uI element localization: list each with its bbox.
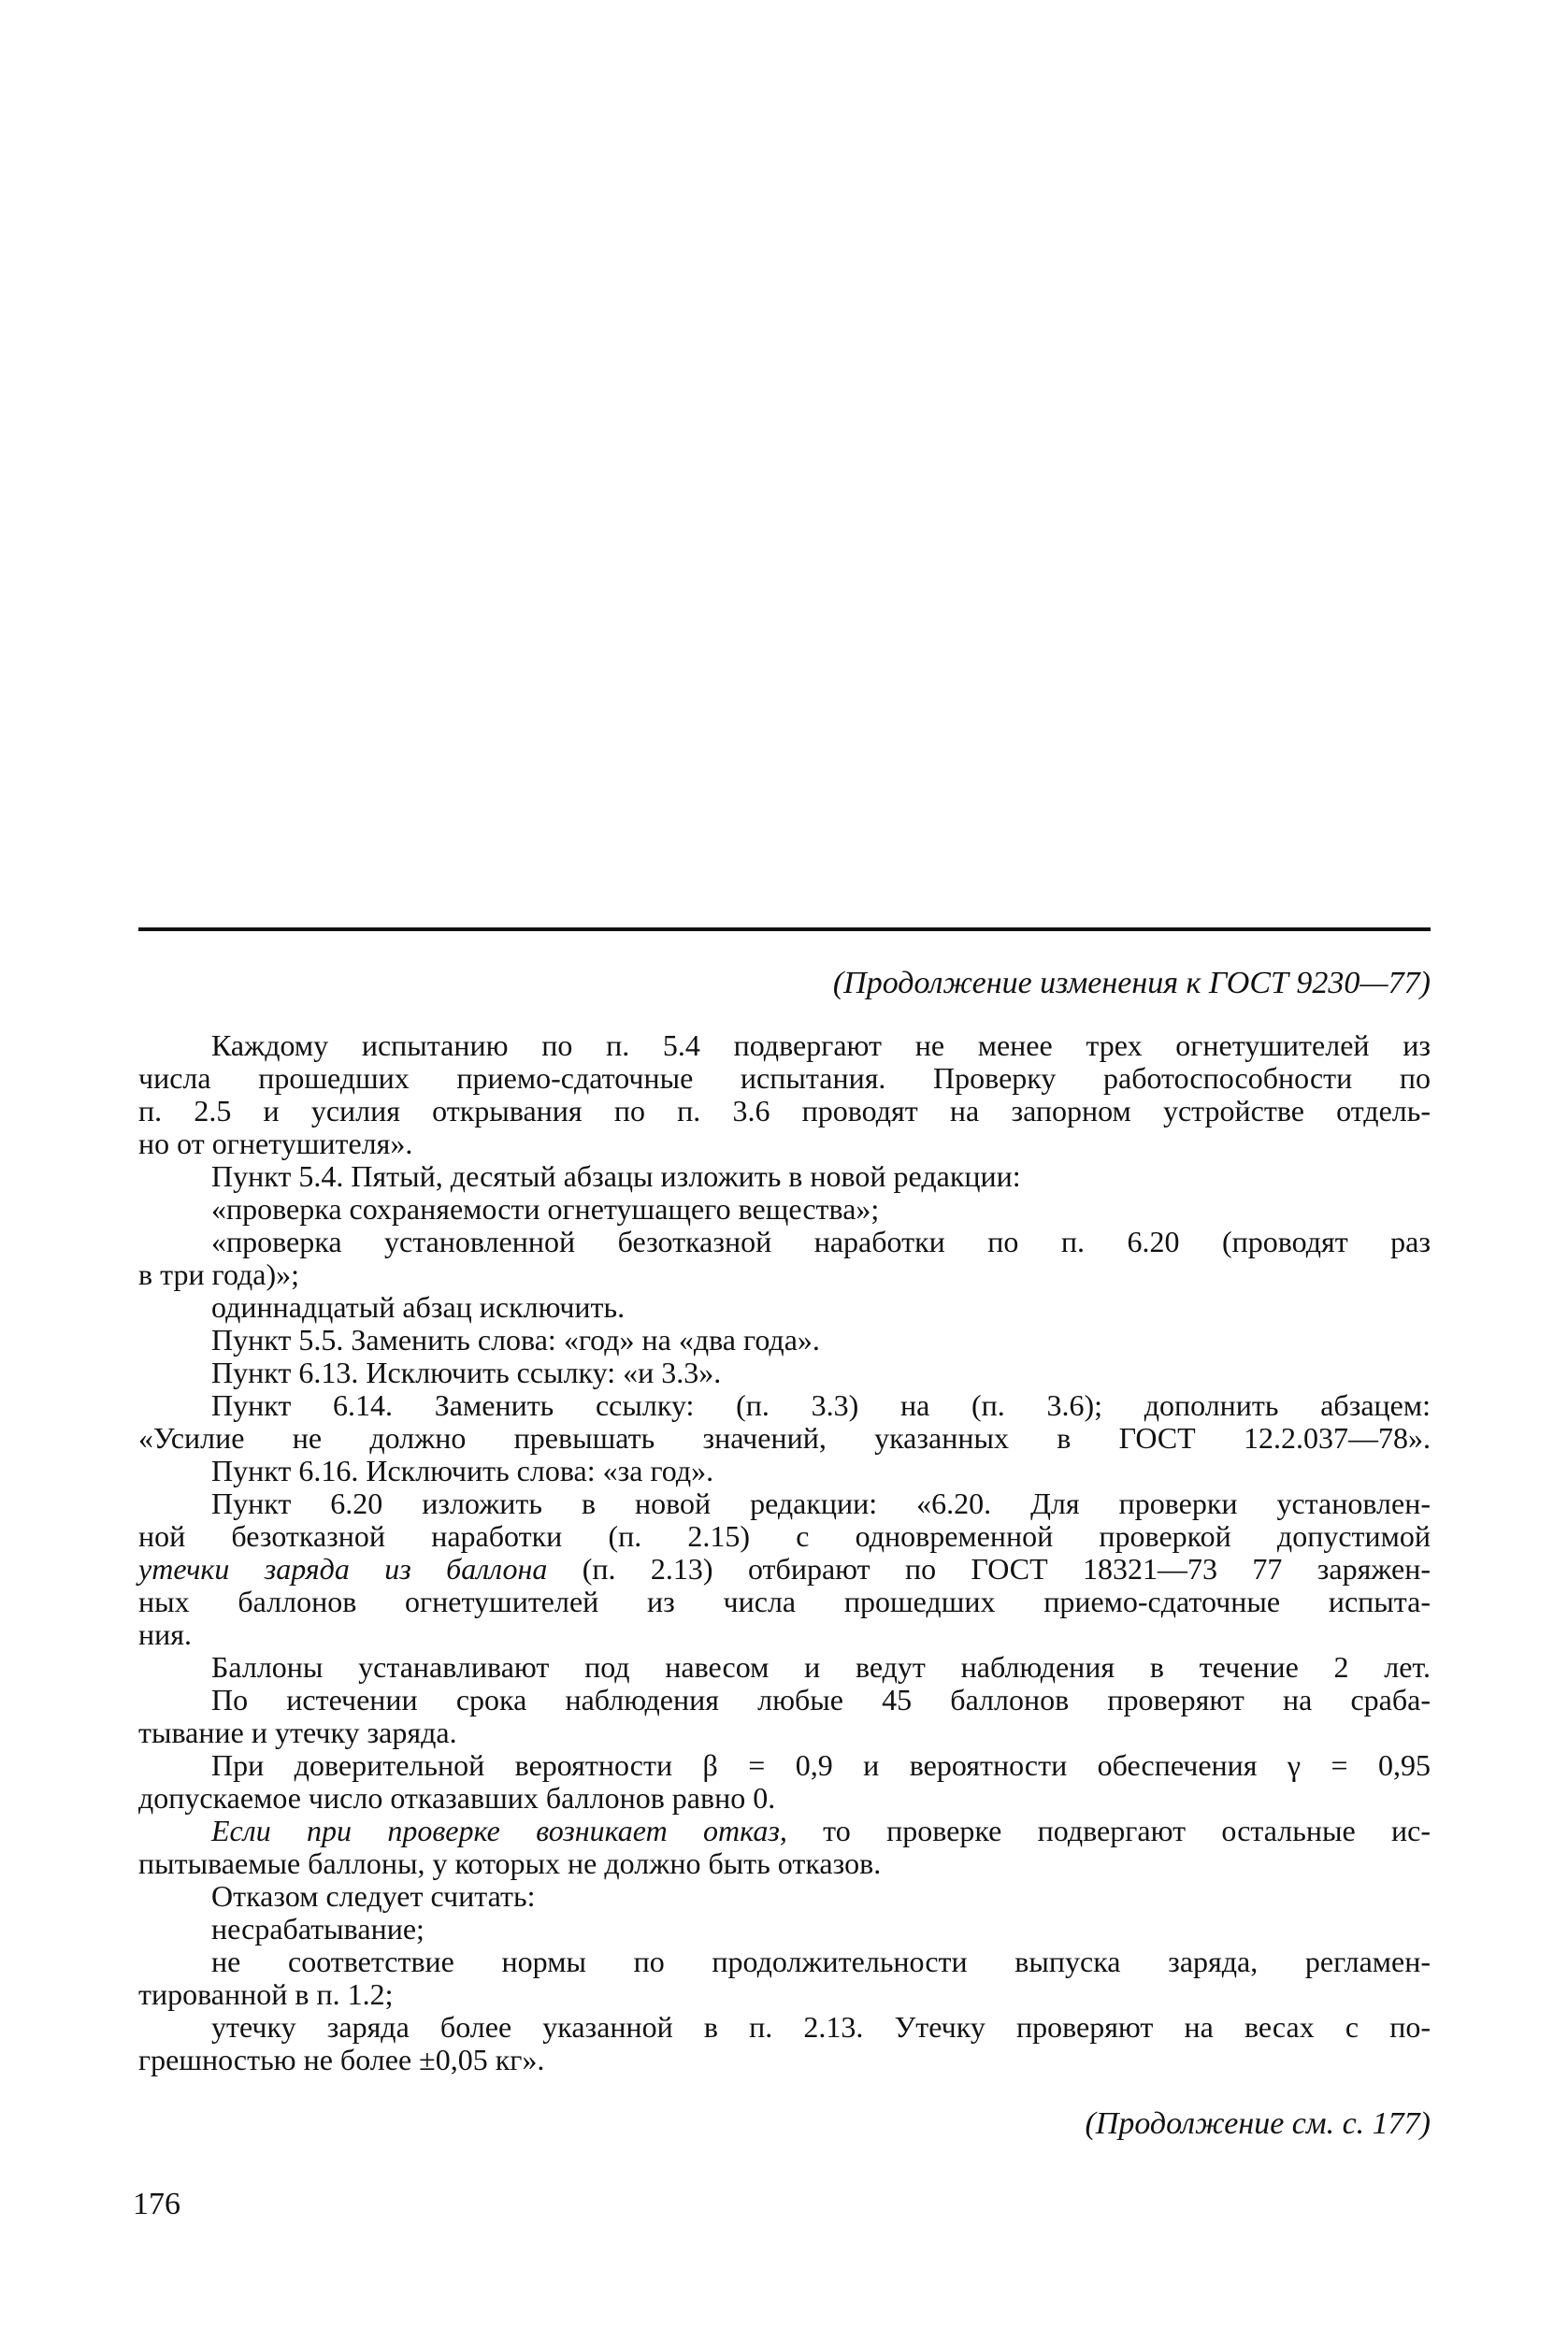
text-line [138,1455,1431,1487]
continuation-note: (Продолжение см. с. 177) [1085,2106,1431,2141]
text-line [138,2011,1431,2044]
text-segment: Каждому испытанию по п. 5.4 подвергают не менее трех огнетушителей из [211,1028,1431,1062]
text-line [138,1389,1431,1422]
text-line [138,1160,1431,1193]
text-segment: числа прошедших приемо-сдаточные испытания. Проверку работоспособности по [138,1061,1431,1095]
text-line [138,1651,1431,1684]
text-segment: Пункт 6.20 изложить в новой редакции: «6.20. Для проверки установлен- [211,1486,1431,1520]
text-line [138,1029,1431,1062]
text-line [138,1127,1431,1160]
text-line [138,1913,1431,1946]
text-segment: утечку заряда более указанной в п. 2.13. Утечку проверяют на весах с по- [211,2010,1431,2044]
text-line [138,1716,1431,1749]
running-header: (Продолжение изменения к ГОСТ 9230—77) [832,966,1431,1000]
text-segment: «проверка сохраняемости огнетушащего вещества»; [211,1192,880,1226]
text-line [138,1095,1431,1127]
text-line [138,2044,1431,2076]
text-line [138,1226,1431,1258]
text-segment: ния. [138,1617,192,1651]
text-segment: ной безотказной наработки (п. 2.15) с одновременной проверкой допустимой [138,1519,1431,1553]
italic-text: утечки заряда из баллона [138,1552,548,1586]
text-line [138,1978,1431,2011]
text-line [138,1815,1431,1847]
text-line [138,1749,1431,1782]
text-line [138,1258,1431,1291]
text-line [138,1487,1431,1520]
body-text [138,1029,1431,2076]
text-segment: При доверительной вероятности β = 0,9 и вероятности обеспечения γ = 0,95 [211,1748,1431,1782]
text-segment: то проверке подвергают остальные ис- [786,1814,1431,1847]
text-segment: допускаемое число отказавших баллонов равно 0. [138,1781,776,1815]
text-line [138,1946,1431,1978]
text-segment: п. 2.5 и усилия открывания по п. 3.6 проводят на запорном устройстве отдель- [138,1094,1431,1127]
text-segment: в три года)»; [138,1257,300,1291]
text-line [138,1193,1431,1226]
text-segment: ных баллонов огнетушителей из числа прошедших приемо-сдаточные испыта- [138,1585,1431,1618]
text-segment: не соответствие нормы по продолжительности выпуска заряда, регламен- [211,1945,1431,1978]
text-line [138,1324,1431,1357]
text-line [138,1520,1431,1553]
text-segment: Пункт 6.16. Исключить слова: «за год». [211,1454,714,1487]
text-line [138,1422,1431,1455]
text-line [138,1782,1431,1815]
text-segment: грешностью не более ±0,05 кг». [138,2043,545,2076]
text-line [138,1880,1431,1913]
text-segment: Пункт 6.14. Заменить ссылку: (п. 3.3) на (п. 3.6); дополнить абзацем: [211,1388,1431,1422]
text-segment: но от огнетушителя». [138,1127,413,1160]
text-segment: пытываемые баллоны, у которых не должно быть отказов. [138,1846,882,1880]
text-segment: «проверка установленной безотказной наработки по п. 6.20 (проводят раз [211,1225,1431,1258]
text-segment: Пункт 6.13. Исключить ссылку: «и 3.3». [211,1356,722,1389]
page-number: 176 [133,2187,180,2221]
text-line [138,1618,1431,1651]
text-segment: По истечении срока наблюдения любые 45 баллонов проверяют на сраба- [211,1683,1431,1716]
text-segment: Отказом следует считать: [211,1879,536,1913]
text-segment: несрабатывание; [211,1912,424,1946]
text-segment: тированной в п. 1.2; [138,1977,394,2011]
text-line [138,1357,1431,1389]
text-line [138,1062,1431,1095]
text-line [138,1586,1431,1618]
text-segment: тывание и утечку заряда. [138,1716,457,1749]
text-segment: (п. 2.13) отбирают по ГОСТ 18321—73 77 заряжен- [547,1552,1431,1586]
text-line [138,1291,1431,1324]
text-segment: Пункт 5.4. Пятый, десятый абзацы изложить в новой редакции: [211,1159,1021,1193]
text-line [138,1553,1431,1586]
text-line [138,1684,1431,1716]
text-segment: Пункт 5.5. Заменить слова: «год» на «два года». [211,1323,820,1357]
text-segment: Баллоны устанавливают под навесом и ведут наблюдения в течение 2 лет. [211,1650,1431,1684]
text-segment: одиннадцатый абзац исключить. [211,1290,626,1324]
text-segment: «Усилие не должно превышать значений, указанных в ГОСТ 12.2.037—78». [138,1421,1431,1455]
italic-text: Если при проверке возникает отказ, [211,1814,787,1847]
text-line [138,1847,1431,1880]
header-rule [138,927,1431,931]
